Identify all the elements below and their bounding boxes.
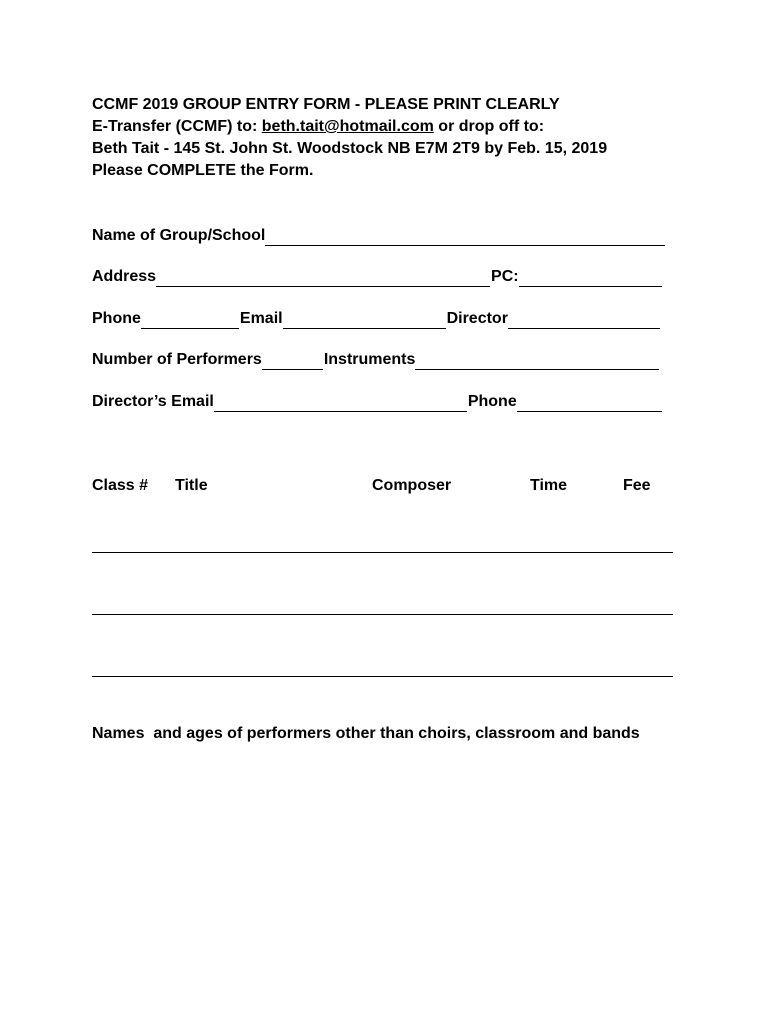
entry-row-line[interactable] xyxy=(92,676,673,677)
group-school-field[interactable] xyxy=(265,230,665,246)
phone-field[interactable] xyxy=(141,313,239,329)
email-field[interactable] xyxy=(283,313,446,329)
address-label: Address xyxy=(92,268,157,285)
director-field[interactable] xyxy=(508,313,660,329)
entry-row-line[interactable] xyxy=(92,614,673,615)
directors-phone-label: Phone xyxy=(467,393,517,410)
directors-email-label: Director’s Email xyxy=(92,393,214,410)
complete-instruction: Please COMPLETE the Form. xyxy=(92,162,314,179)
address-row xyxy=(92,267,663,287)
group-school-label: Name of Group/School xyxy=(92,227,266,244)
instruments-field[interactable] xyxy=(415,354,659,370)
director-contact-row xyxy=(92,392,663,412)
entry-row-line[interactable] xyxy=(92,552,673,553)
num-performers-field[interactable] xyxy=(262,354,323,370)
payment-suffix: or drop off to: xyxy=(433,118,545,135)
group-school-row xyxy=(92,226,666,246)
phone-email-director-row xyxy=(92,309,661,329)
director-label: Director xyxy=(446,310,508,327)
payment-prefix: E-Transfer (CCMF) to: xyxy=(92,118,262,135)
email-label: Email xyxy=(239,310,283,327)
form-header xyxy=(92,94,607,182)
drop-off-address: Beth Tait - 145 St. John St. Woodstock NB E7M 2T9 by Feb. 15, 2019 xyxy=(92,140,608,157)
fee-header: Fee xyxy=(623,477,651,494)
performers-names-note: Names and ages of performers other than choirs, classroom and bands xyxy=(92,725,640,742)
contact-email-link[interactable]: beth.tait@hotmail.com xyxy=(261,118,434,135)
directors-email-field[interactable] xyxy=(214,396,467,412)
payment-instructions xyxy=(92,116,607,138)
time-header: Time xyxy=(530,477,568,494)
performers-instruments-row xyxy=(92,350,660,370)
postal-code-label: PC: xyxy=(491,268,519,285)
address-field[interactable] xyxy=(156,271,490,287)
class-number-header: Class # xyxy=(92,477,149,494)
directors-phone-field[interactable] xyxy=(517,396,662,412)
num-performers-label: Number of Performers xyxy=(92,351,262,368)
instruments-label: Instruments xyxy=(323,351,416,368)
composer-header: Composer xyxy=(372,477,452,494)
postal-code-field[interactable] xyxy=(519,271,662,287)
phone-label: Phone xyxy=(92,310,141,327)
title-header: Title xyxy=(175,477,208,494)
form-title: CCMF 2019 GROUP ENTRY FORM - PLEASE PRINT CLEARLY xyxy=(92,96,560,113)
